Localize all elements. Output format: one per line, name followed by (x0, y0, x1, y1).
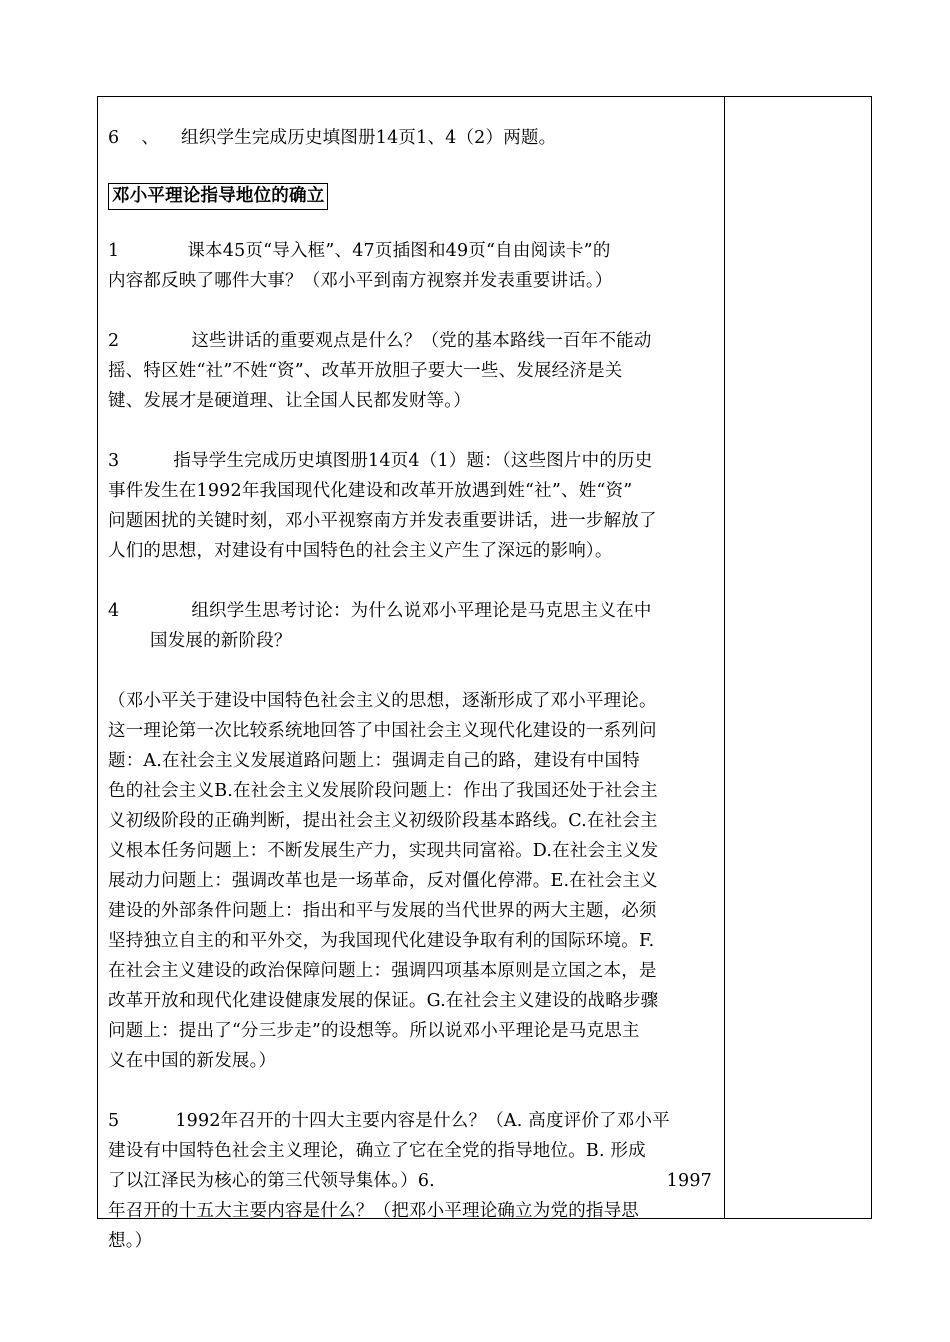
question-number: 1 (108, 241, 120, 261)
notes-cell (725, 97, 871, 1218)
question-3-cont-1: 事件发生在1992年我国现代化建设和改革开放遇到姓“社”、姓“资” (108, 481, 633, 501)
question-2-cont-1: 摇、特区姓“社”不姓“资”、改革开放胆子要大一些、发展经济是关 (108, 361, 623, 381)
answer-4-line: 建设的外部条件问题上：指出和平与发展的当代世界的两大主题，必须 (108, 901, 657, 921)
question-text: 这些讲话的重要观点是什么？（党的基本路线一百年不能动 (191, 331, 652, 351)
question-4 (108, 596, 712, 626)
question-5-cont-4: 想。） (108, 1231, 153, 1251)
question-5-cont-2a: 了以江泽民为核心的第三代领导集体。）6. (108, 1171, 435, 1191)
question-number: 2 (108, 331, 120, 351)
answer-4-line: 这一理论第一次比较系统地回答了中国社会主义现代化建设的一系列问 (108, 721, 657, 741)
question-2 (108, 326, 712, 356)
answer-4-line: 展动力问题上：强调改革也是一场革命，反对僵化停滞。E.在社会主义 (108, 871, 658, 891)
question-2-cont-2: 键、发展才是硬道理、让全国人民都发财等。） (108, 391, 471, 411)
answer-4-line: 色的社会主义B.在社会主义发展阶段问题上：作出了我国还处于社会主 (108, 781, 658, 801)
section-title: 邓小平理论指导地位的确立 (108, 183, 328, 210)
item-6 (108, 123, 712, 153)
question-5-cont-2 (108, 1166, 712, 1196)
lesson-content-cell (108, 123, 712, 1256)
answer-4-line: 在社会主义建设的政治保障问题上：强调四项基本原则是立国之本，是 (108, 961, 657, 981)
item-separator: 、 (141, 128, 160, 148)
question-5 (108, 1106, 712, 1136)
answer-4-line: 问题上：提出了“分三步走”的设想等。所以说邓小平理论是马克思主 (108, 1021, 640, 1041)
answer-4-line: 义在中国的新发展。） (108, 1051, 277, 1071)
question-text: 组织学生思考讨论：为什么说邓小平理论是马克思主义在中 (191, 601, 652, 621)
question-5-cont-3: 年召开的十五大主要内容是什么？（把邓小平理论确立为党的指导思 (108, 1201, 639, 1221)
question-3-cont-2: 问题困扰的关键时刻，邓小平视察南方并发表重要讲话，进一步解放了 (108, 511, 657, 531)
question-5-cont-1: 建设有中国特色社会主义理论，确立了它在全党的指导地位。B. 形成 (108, 1141, 646, 1161)
question-number: 5 (108, 1111, 120, 1131)
question-1-cont: 内容都反映了哪件大事？（邓小平到南方视察并发表重要讲话。） (108, 271, 613, 291)
question-text: 1992年召开的十四大主要内容是什么？（A. 高度评价了邓小平 (175, 1111, 670, 1131)
question-3 (108, 446, 712, 476)
answer-4-line: 题：A.在社会主义发展道路问题上：强调走自己的路，建设有中国特 (108, 751, 640, 771)
item-number: 6 (108, 128, 120, 148)
answer-4-line: 坚持独立自主的和平外交，为我国现代化建设争取有利的国际环境。F. (108, 931, 655, 951)
question-3-cont-3: 人们的思想，对建设有中国特色的社会主义产生了深远的影响）。 (108, 541, 613, 561)
item-text: 组织学生完成历史填图册14页1、4（2）两题。 (181, 128, 557, 148)
answer-4-line: （邓小平关于建设中国特色社会主义的思想，逐渐形成了邓小平理论。 (108, 691, 657, 711)
question-1 (108, 236, 712, 266)
question-4-cont: 国发展的新阶段？ (150, 631, 292, 651)
question-number: 3 (108, 451, 120, 471)
lesson-table (97, 96, 872, 1251)
question-text: 指导学生完成历史填图册14页4（1）题：（这些图片中的历史 (173, 451, 653, 471)
question-number: 4 (108, 601, 120, 621)
question-text: 课本45页“导入框”、47页插图和49页“自由阅读卡”的 (187, 241, 611, 261)
answer-4-line: 义根本任务问题上：不断发展生产力，实现共同富裕。D.在社会主义发 (108, 841, 659, 861)
question-5-cont-2b: 1997 (666, 1171, 712, 1191)
answer-4-line: 改革开放和现代化建设健康发展的保证。G.在社会主义建设的战略步骤 (108, 991, 659, 1011)
answer-4-line: 义初级阶段的正确判断，提出社会主义初级阶段基本路线。C.在社会主 (108, 811, 658, 831)
